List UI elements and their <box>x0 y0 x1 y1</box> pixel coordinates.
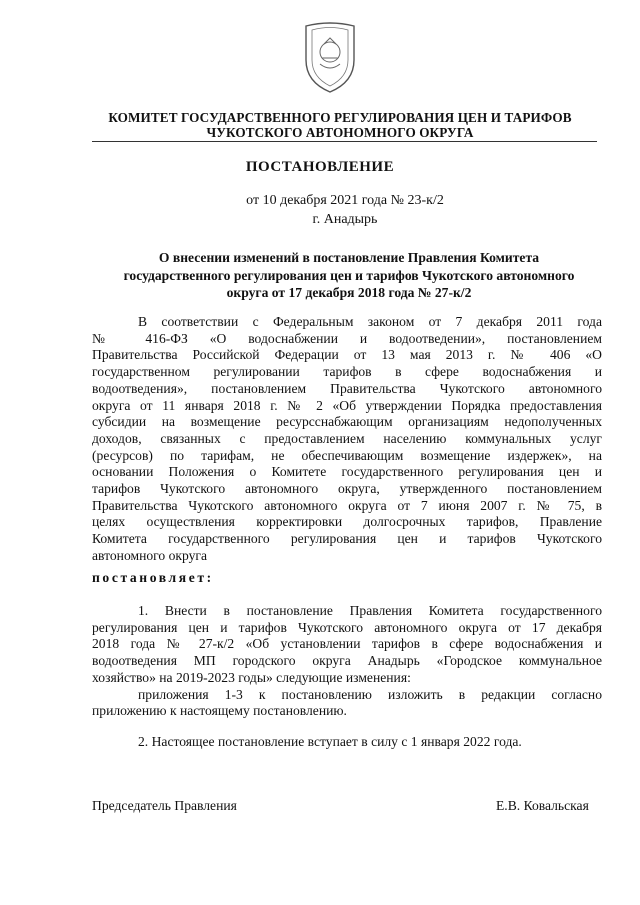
subject-line: О внесении изменений в постановление Правления Комитета <box>158 250 540 265</box>
preamble-line: округа от 11 января 2018 г. № 2 «Об утверждении Порядка предоставления <box>92 397 602 413</box>
preamble-line: государственном регулировании тарифов в сфере водоснабжения и <box>92 364 602 380</box>
preamble-line: водоотведения», постановлением Правительства Чукотского автономного <box>92 380 602 396</box>
preamble-line: В соответствии с Федеральным законом от 7 декабря 2011 года <box>138 314 602 329</box>
preamble-line: субсидии на возмещение ресурсснабжающим организациям недополученных <box>92 414 602 430</box>
item-2-line: 2. Настоящее постановление вступает в силу с 1 января 2022 года. <box>138 734 522 749</box>
coat-of-arms-icon <box>298 20 362 94</box>
signatory-name: Е.В. Ковальская <box>496 798 589 813</box>
header-divider <box>92 141 597 142</box>
document-subject <box>92 249 606 302</box>
preamble-line: основании Положения о Комитете государственного регулирования цен и <box>92 464 602 480</box>
signatory-position: Председатель Правления <box>92 798 237 813</box>
document-city: г. Анадырь <box>312 212 378 227</box>
item-1 <box>92 603 602 720</box>
item-1-line: 2018 года № 27-к/2 «Об установлении тарифов в сфере водоснабжения и <box>92 636 602 652</box>
org-line-2: ЧУКОТСКОГО АВТОНОМНОГО ОКРУГА <box>206 125 474 140</box>
item-1-line: хозяйство» на 2019-2023 годы» следующие изменения: <box>92 669 411 685</box>
preamble-line: Комитета государственного регулирования цен и тарифов Чукотского <box>92 531 602 547</box>
org-line-1: КОМИТЕТ ГОСУДАРСТВЕННОГО РЕГУЛИРОВАНИЯ ЦЕН И ТАРИФОВ <box>108 110 572 125</box>
item-1-line: водоотведения МП городского округа Анадырь «Городское коммунальное <box>92 653 602 669</box>
preamble-line: доходов, связанных с предоставлением населению коммунальных услуг <box>92 430 602 446</box>
item-1-line: приложения 1-3 к постановлению изложить в редакции согласно <box>138 686 602 702</box>
resolve-word: постановляет: <box>92 570 214 585</box>
preamble-line: Правительства Российской Федерации от 13 мая 2013 г. № 406 «О <box>92 347 602 363</box>
preamble-line: тарифов Чукотского автономного округа, утвержденного постановлением <box>92 481 602 497</box>
document-type: ПОСТАНОВЛЕНИЕ <box>245 159 395 175</box>
subject-line: округа от 17 декабря 2018 года № 27-к/2 <box>226 285 472 300</box>
item-1-line: регулирования цен и тарифов Чукотского автономного округа от 17 декабря <box>92 619 602 635</box>
preamble-line: (ресурсов) по тарифам, не обеспечивающим возмещение издержек», на <box>92 447 602 463</box>
preamble-paragraph <box>92 314 602 565</box>
subject-line: государственного регулирования цен и тарифов Чукотского автономного <box>123 267 575 283</box>
preamble-line: № 416-ФЗ «О водоснабжении и водоотведении», постановлением <box>92 330 602 346</box>
preamble-line: автономного округа <box>92 547 208 563</box>
organization-name <box>80 110 600 140</box>
item-1-line: 1. Внести в постановление Правления Комитета государственного <box>138 603 602 618</box>
document-date-number: от 10 декабря 2021 года № 23-к/2 <box>246 193 444 208</box>
item-1-line: приложению к настоящему постановлению. <box>92 703 347 719</box>
preamble-line: целях осуществления корректировки долгосрочных тарифов, Правление <box>92 514 602 530</box>
item-2 <box>92 734 602 751</box>
preamble-line: Правительства Чукотского автономного округа от 7 июня 2007 г. № 75, в <box>92 497 602 513</box>
